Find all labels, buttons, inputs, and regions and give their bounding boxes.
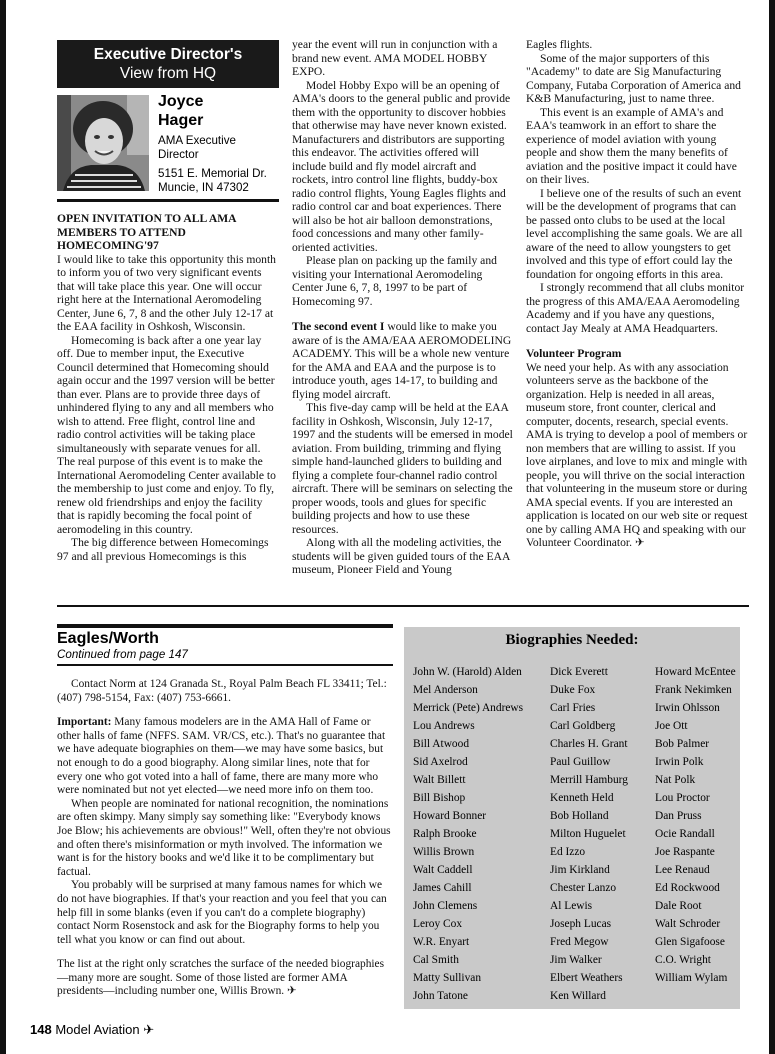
biographies-box [404, 627, 740, 1009]
bio-name: Walt Schroder [655, 918, 721, 930]
paragraph: I strongly recommend that all clubs monitor the progress of this AMA/EAA Aeromodeling Academy and if you have any questions, contact Jay Mealy at AMA Headquarters. [526, 281, 745, 335]
paragraph [57, 958, 393, 999]
bio-name: W.R. Enyart [413, 936, 470, 948]
bio-name: Irwin Polk [655, 756, 704, 768]
end-mark-icon: ✈ [286, 985, 297, 998]
bio-name: Merrill Hamburg [550, 774, 628, 786]
bio-name: Nat Polk [655, 774, 696, 786]
paragraph: Homecoming is back after a one year lay off. Due to member input, the Executive Council determined that Homecoming should again occur and the 1997 version will be better than ever. Plans are to provide three days of unhindered flying to any and all members who wish to attend. Free flight, control line and radio control activities will be taking place simultaneously with separate venues for all. The real purpose of this event is to make the International Aeromodeling Center available to the membership to just come and enjoy. To fly, renew old friendrships and enjoy the facility that is rapidly becoming the focal point of aeromodeling in this country. [57, 333, 276, 536]
bio-name: Carl Fries [550, 702, 596, 714]
bio-name: Leroy Cox [413, 918, 463, 930]
paragraph: Contact Norm at 124 Granada St., Royal Palm Beach FL 33411; Tel.: (407) 798-5154, Fax: (407) 753-6661. [57, 678, 387, 704]
column-banner [57, 40, 279, 88]
bio-name: Joe Ott [655, 720, 688, 732]
bio-name: C.O. Wright [655, 954, 711, 966]
author-role [158, 134, 236, 162]
paragraph: year the event will run in conjunction with a brand new event. AMA MODEL HOBBY EXPO. [292, 38, 498, 78]
bio-name: Carl Goldberg [550, 720, 616, 732]
bio-name: Irwin Ohlsson [655, 702, 720, 714]
paragraph: Eagles flights. [526, 38, 593, 51]
paragraph: I would like to take this opportunity this month to inform you of two very significant events that will take place this year. One will occur right here at the International Aeromodeling Center, June 6, 7, 8 and the other July 12-17 at the EAA facility in Oshkosh, Wisconsin. [57, 252, 276, 333]
eagles-subtitle: Continued from page 147 [57, 648, 188, 661]
author-address [158, 167, 267, 195]
bio-names-column-2 [550, 663, 628, 1005]
bio-name: Dan Pruss [655, 810, 702, 822]
bio-name: Paul Guillow [550, 756, 611, 768]
page-footer [30, 1022, 154, 1038]
bio-name: Mel Anderson [413, 684, 478, 696]
bio-name: William Wylam [655, 972, 728, 984]
bio-name: Bob Palmer [655, 738, 710, 750]
header-rule [57, 199, 279, 202]
paragraph-text: Many famous modelers are in the AMA Hall of Fame or other halls of fame (NFFS. SAM. VR/CS, etc.). That's no guarantee that we have adequate biographies on them—we may have some basics, but not enough to do a good biography. Along similar lines, note that for every one who got voted into a hall of fame, there are many more who were nominated but not yet elected—we need more info on them too. [57, 716, 386, 797]
bio-name: Duke Fox [550, 684, 596, 696]
paragraph [57, 716, 393, 798]
bio-name: Ed Izzo [550, 846, 586, 858]
bio-name: Matty Sullivan [413, 972, 482, 984]
bio-name: Chester Lanzo [550, 882, 617, 894]
bio-name: Al Lewis [550, 900, 593, 912]
bio-name: Walt Caddell [413, 864, 473, 876]
role-line-2: Director [158, 148, 199, 161]
bio-name: Jim Walker [550, 954, 602, 966]
bio-name: James Cahill [413, 882, 472, 894]
bio-name: Ralph Brooke [413, 828, 477, 840]
bio-name: Lou Proctor [655, 792, 710, 804]
paragraph-text: The list at the right only scratches the surface of the needed biographies—many more are sought. Some of those listed are former AMA presidents—including number one, Willis Brown. [57, 958, 385, 998]
bio-name: Sid Axelrod [413, 756, 468, 768]
paragraph: This five-day camp will be held at the EAA facility in Oshkosh, Wisconsin, July 12-17, 1997 and the students will be emersed in model aviation. From building, trimming and flying simple hand-launched gliders to building and flying a complete four-channel radio control aircraft. There will be seminars on selecting the proper woods, tools and glues for specific building projects and how to use these resources. [292, 401, 513, 536]
eagles-rule-top [57, 624, 393, 628]
eagles-rule-bottom [57, 664, 393, 666]
paragraph: Along with all the modeling activities, the students will be given guided tours of the EAA museum, Pioneer Field and Young [292, 536, 510, 576]
biographies-title: Biographies Needed: [505, 632, 639, 648]
bio-name: Glen Sigafoose [655, 936, 725, 948]
paragraph: Model Hobby Expo will be an opening of AMA's doors to the general public and provide them with the opportunity to discover hobbies that otherwise may have never known existed. Manufacturers and distributors are supporting this endeavor. The activities offered will include build and fly model aircraft and rockets, intro control line flights, buddy-box radio control flights, Young Eagles flights and radio control car and boat experiences. There will also be hot air balloon demonstrations, food concessions and many other family-oriented activities. [292, 78, 511, 254]
bio-name: Bob Holland [550, 810, 609, 822]
paragraph: Some of the major supporters of this "Academy" to date are Sig Manufacturing Company, Futaba Corporation of America and K&B Manufacturing, just to name three. [526, 51, 741, 105]
page-number: 148 [30, 1022, 52, 1037]
author-first-name: Joyce [158, 93, 204, 110]
paragraph-lead: The second event I [292, 320, 385, 333]
bio-name: Joseph Lucas [550, 918, 612, 930]
banner-subtitle: View from HQ [119, 65, 217, 82]
bio-name: Ed Rockwood [655, 882, 720, 894]
bio-name: Bill Atwood [413, 738, 470, 750]
paragraph-lead: Important: [57, 716, 112, 729]
end-mark-icon: ✈ [634, 536, 645, 549]
bio-name: Ken Willard [550, 990, 606, 1002]
section-heading: Volunteer Program [526, 347, 622, 360]
bio-name: John Tatone [413, 990, 468, 1002]
paragraph-text: We need your help. As with any association volunteers serve as the backbone of the organization. Help is needed in all areas, museum store, front counter, clerical and computer, docents, research, special events. AMA is trying to develop a pool of members or non members that are willing to assist. If you love airplanes, and love to mix and mingle with people, you will thrive on the social interaction that volunteering in the museum store or during AMA special events. If you are interested an application is located on our web site or request one by calling AMA HQ and speaking with our Volunteer Coordinator. [526, 360, 748, 549]
bio-name: Kenneth Held [550, 792, 614, 804]
banner-title: Executive Director's [93, 46, 243, 63]
address-line-1: 5151 E. Memorial Dr. [158, 167, 267, 180]
bio-name: Lou Andrews [413, 720, 475, 732]
author-name [158, 92, 203, 130]
bio-name: Frank Nekimken [655, 684, 732, 696]
paragraph: You probably will be surprised at many famous names for which we do not have biographies. If that's your reaction and you feel that you can help fill in some blanks (even if you can't do a complete biography) contact Norm Rosenstock and ask for the Biography forms to help you tell what you know or can find out about. [57, 879, 387, 946]
bio-name: Fred Megow [550, 936, 609, 948]
bio-name: Dick Everett [550, 666, 608, 678]
bio-name: Ocie Randall [655, 828, 715, 840]
article-heading: OPEN INVITATION TO ALL AMA MEMBERS TO ATTEND HOMECOMING'97 [57, 212, 236, 252]
bio-name: Milton Huguelet [550, 828, 626, 840]
section-divider [57, 605, 749, 607]
paragraph: Please plan on packing up the family and visiting your International Aeromodeling Center June 6, 7, 8, 1997 to be part of Homecoming 97. [292, 254, 497, 308]
bio-name: Bill Bishop [413, 792, 466, 804]
magazine-name: Model Aviation [55, 1022, 140, 1037]
author-last-name: Hager [158, 112, 204, 129]
bio-name: Merrick (Pete) Andrews [413, 702, 524, 714]
paragraph-text: would like to make you aware of is the AMA/EAA AEROMODELING ACADEMY. This will be a whole new venture for the AMA and EAA and the purpose is to introduce youth, ages 14-17, to building and flying model aircraft. [292, 320, 512, 401]
eagles-article [57, 678, 393, 999]
plane-icon: ✈ [143, 1022, 155, 1037]
portrait-image [57, 95, 149, 191]
bio-name: John Clemens [413, 900, 478, 912]
paragraph: This event is an example of AMA's and EAA's teamwork in an effort to share the experience of model aviation with young people and show them the many benefits of aviation and the positive impact it could have on their lives. [526, 105, 737, 186]
bio-name: Howard McEntee [655, 666, 736, 678]
article-column-1 [57, 212, 279, 563]
author-photo [57, 95, 149, 191]
bio-name: Walt Billett [413, 774, 466, 786]
bio-name: Joe Raspante [655, 846, 715, 858]
bio-name: Charles H. Grant [550, 738, 628, 750]
bio-names-column-3 [655, 663, 736, 987]
paragraph: When people are nominated for national recognition, the nominations are often skimpy. Many simply say something like: "Everybody knows Joe Blow; his achievements are obvious!" Well, often they're not obvious and often there's misinformation or myth involved. The information we want is for the history books and we'd like it to be complimentary but factual. [57, 797, 391, 878]
address-line-2: Muncie, IN 47302 [158, 181, 249, 194]
paragraph: I believe one of the results of such an event will be the development of programs that can be passed onto clubs to be used at the local level accomplishing the same goals. We are all aware of the need to allow youngsters to get involved and this type of effort could lay the foundation for ongoing efforts in this area. [526, 186, 743, 281]
bio-name: John W. (Harold) Alden [413, 666, 522, 678]
magazine-page [6, 0, 769, 1054]
paragraph [292, 320, 515, 401]
article-column-2 [292, 38, 515, 577]
bio-name: Jim Kirkland [550, 864, 610, 876]
bio-name: Elbert Weathers [550, 972, 623, 984]
paragraph [526, 361, 748, 550]
article-column-3 [526, 38, 748, 550]
bio-name: Lee Renaud [655, 864, 710, 876]
bio-name: Cal Smith [413, 954, 459, 966]
bio-names-column-1 [413, 663, 523, 1005]
bio-name: Dale Root [655, 900, 702, 912]
bio-name: Howard Bonner [413, 810, 487, 822]
role-line-1: AMA Executive [158, 134, 236, 147]
bio-name: Willis Brown [413, 846, 475, 858]
eagles-title: Eagles/Worth [57, 630, 159, 647]
paragraph: The big difference between Homecomings 97 and all previous Homecomings is this [57, 536, 269, 563]
